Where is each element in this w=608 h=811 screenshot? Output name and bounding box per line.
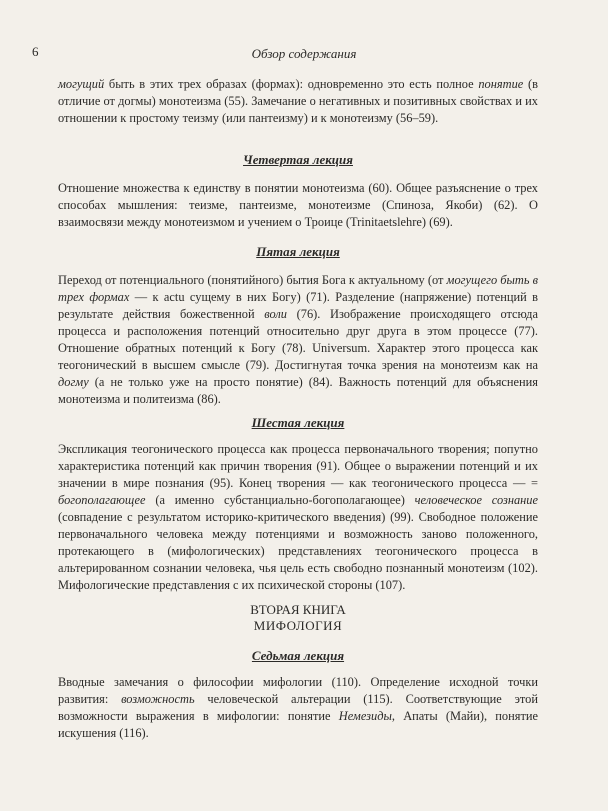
- italic-run: Немезиды: [338, 709, 392, 723]
- text-run: , Апаты (Майи), понятие искушения (116).: [58, 709, 538, 740]
- running-title: Обзор содержания: [251, 46, 357, 61]
- lecture-heading-4: Четвертая лекция: [243, 152, 353, 167]
- italic-run: могущего быть в трех формах: [58, 273, 538, 304]
- lecture-heading-7: Седьмая лекция: [251, 648, 345, 663]
- book-title: МИФОЛОГИЯ: [253, 618, 343, 633]
- text-run: человеческой альтерации (115). Соответствующие этой возможности выражения в мифологии: понятие: [58, 692, 538, 723]
- paragraph-lecture-7: [58, 674, 538, 742]
- text-run: (а не только уже на просто понятие) (84). Важность потенций для объяснения монотеизма и политеизма (86).: [58, 375, 538, 406]
- text-run: — к actu сущему в них Богу) (71). Разделение (напряжение) потенций в результате действия божественной: [58, 290, 538, 321]
- text-run: (в отличие от догмы) монотеизма (55). Замечание о негативных и позитивных свойствах и их отношении к простому теизму (или пантеизму) и к монотеизму (56–59).: [58, 77, 539, 125]
- lecture-heading-5: Пятая лекция: [256, 244, 340, 259]
- text-run: (а именно субстанциально-богополагающее): [145, 493, 415, 507]
- book-label: ВТОРАЯ КНИГА: [250, 602, 346, 617]
- text-run: Экспликация теогонического процесса как процесса первоначального творения; попутно характеристика потенций как причин творения (91). Общее о выражении потенций и их значении в мире познания (95). Конец творения — как теогонического процесса — =: [58, 442, 538, 490]
- lecture-heading-6: Шестая лекция: [251, 415, 345, 430]
- italic-run: возможность: [121, 692, 195, 706]
- text-run: быть в этих трех образах (формах): одновременно это есть полное: [104, 77, 479, 91]
- book-heading: [58, 602, 538, 634]
- italic-run: богополагающее: [58, 493, 146, 507]
- text-run: Переход от потенциального (понятийного) бытия Бога к актуальному (от: [58, 273, 447, 287]
- italic-run: могущий: [58, 77, 105, 91]
- italic-run: воли: [264, 307, 287, 321]
- text-run: (76). Изображение происходящего отсюда процесса и расположения потенций относительно друг друга в этом процессе (77). Отношение обратных потенций к Богу (78). Universum. Характер этого процесса как теогонический в высшем смысле (79). Достигнутая точка зрения на монотеизм как на: [58, 307, 538, 372]
- paragraph-lecture-4: [58, 180, 538, 231]
- italic-run: догму: [58, 375, 89, 389]
- page-number: 6: [32, 44, 39, 59]
- italic-run: человеческое сознание: [414, 493, 539, 507]
- text-run: Отношение множества к единству в понятии монотеизма (60). Общее разъяснение о трех способах мышления: теизме, пантеизме, монотеизме (Спиноза, Якоби) (62). О взаимосвязи между монотеизмом и учением о Троице (Trinitaetslehre) (69).: [58, 181, 538, 229]
- italic-run: понятие: [478, 77, 524, 91]
- paragraph-summary-1: [58, 76, 538, 127]
- paragraph-lecture-6: [58, 441, 538, 594]
- text-run: (совпадение с результатом историко-критического введения) (99). Свободное положение первоначального человека между потенциями и возможность заново положенного, протекающего в (мифологических) представлениях теогонического процесса в альтерированном сознании человека, чья цель есть свободно познанный монотеизм (102). Мифологические представления с их психической стороны (107).: [58, 510, 538, 592]
- paragraph-lecture-5: [58, 272, 538, 408]
- text-run: Вводные замечания о философии мифологии (110). Определение исходной точки развития:: [58, 675, 538, 706]
